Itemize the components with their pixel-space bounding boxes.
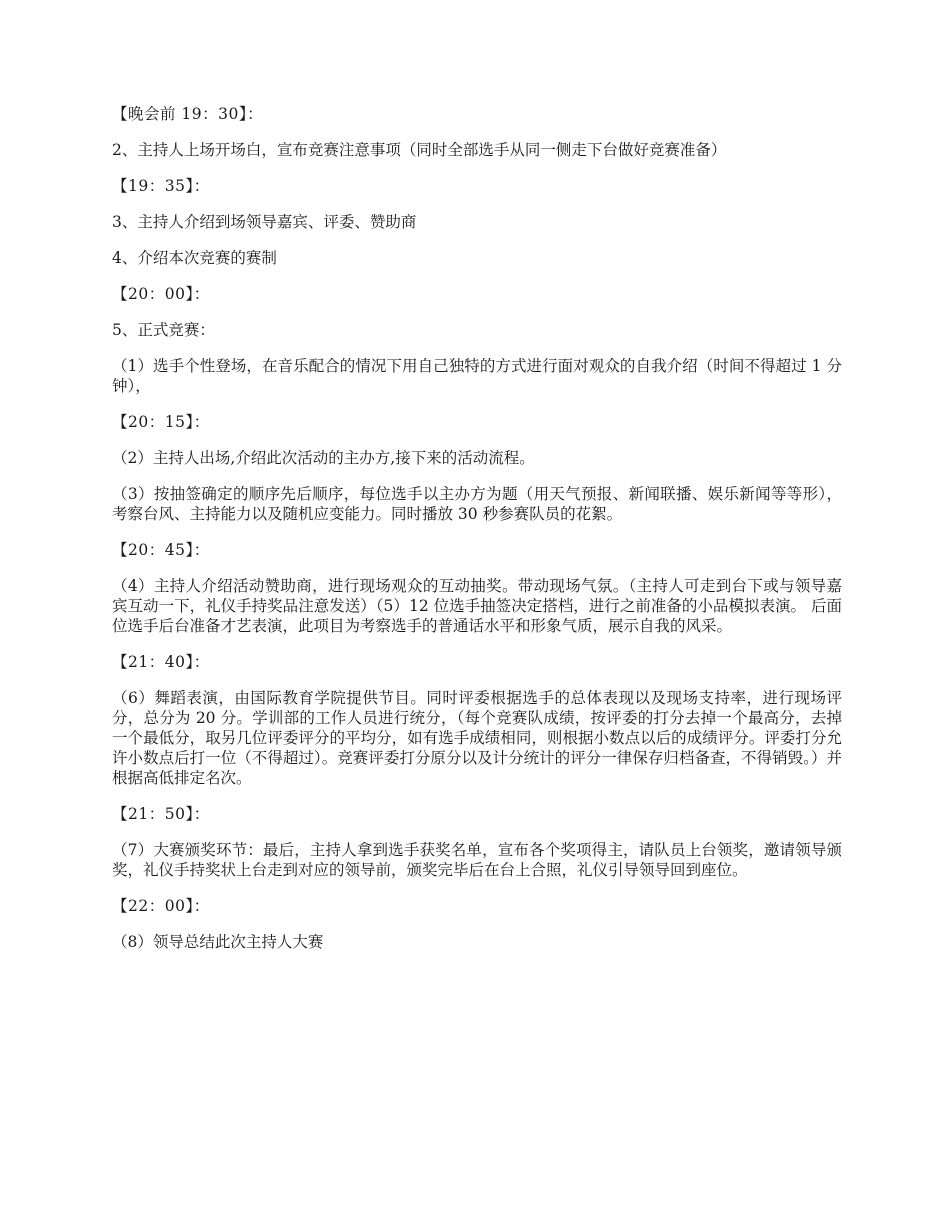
time-heading: 【20：15】： bbox=[112, 413, 210, 431]
time-heading: 【19：35】： bbox=[112, 177, 210, 195]
agenda-item: （3）按抽签确定的顺序先后顺序，每位选手以主办方为题（用天气预报、新闻联播、娱乐新闻等等形），考察台风、主持能力以及随机应变能力。同时播放 30 秒参赛队员的花絮。 bbox=[112, 485, 842, 523]
agenda-item: （2）主持人出场,介绍此次活动的主办方,接下来的活动流程。 bbox=[112, 449, 535, 467]
agenda-item: （8）领导总结此次主持人大赛 bbox=[112, 933, 324, 951]
time-heading: 【20：00】： bbox=[112, 285, 210, 303]
time-heading: 【21：50】： bbox=[112, 805, 210, 823]
agenda-item: 5、正式竞赛： bbox=[112, 321, 215, 339]
agenda-item: 4、介绍本次竞赛的赛制 bbox=[112, 249, 277, 267]
agenda-item: （4）主持人介绍活动赞助商，进行现场观众的互动抽奖。带动现场气氛。（主持人可走到台下或与领导嘉宾互动一下，礼仪手持奖品注意发送）（5）12 位选手抽签决定搭档，进行之前准备的小品模拟表演。 后面位选手后台准备才艺表演，此项目为考察选手的普通话水平和形象气质，展示自我的风采。 bbox=[112, 577, 842, 635]
agenda-item: （7）大赛颁奖环节：最后，主持人拿到选手获奖名单，宣布各个奖项得主，请队员上台领奖，邀请领导颁奖，礼仪手持奖状上台走到对应的领导前，颁奖完毕后在台上合照，礼仪引导领导回到座位。 bbox=[112, 841, 842, 879]
document-page bbox=[112, 104, 842, 968]
agenda-item: 3、主持人介绍到场领导嘉宾、评委、赞助商 bbox=[112, 213, 417, 231]
time-heading: 【21：40】： bbox=[112, 653, 210, 671]
agenda-item: （6）舞蹈表演，由国际教育学院提供节目。同时评委根据选手的总体表现以及现场支持率，进行现场评分，总分为 20 分。学训部的工作人员进行统分，（每个竞赛队成绩，按评委的打分去掉一个最高分，去掉一个最低分，取另几位评委评分的平均分，如有选手成绩相同，则根据小数点以后的成绩评分。评委打分允许小数点后打一位（不得超过）。竞赛评委打分原分以及计分统计的评分一律保存归档备查，不得销毁。）并根据高低排定名次。 bbox=[112, 689, 842, 787]
time-heading: 【22：00】： bbox=[112, 897, 210, 915]
agenda-item: 2、主持人上场开场白，宣布竞赛注意事项（同时全部选手从同一侧走下台做好竞赛准备） bbox=[112, 141, 727, 159]
time-heading: 【晚会前 19：30】： bbox=[112, 105, 264, 123]
time-heading: 【20：45】： bbox=[112, 541, 210, 559]
agenda-item: （1）选手个性登场，在音乐配合的情况下用自己独特的方式进行面对观众的自我介绍（时间不得超过 1 分钟）， bbox=[112, 357, 842, 395]
